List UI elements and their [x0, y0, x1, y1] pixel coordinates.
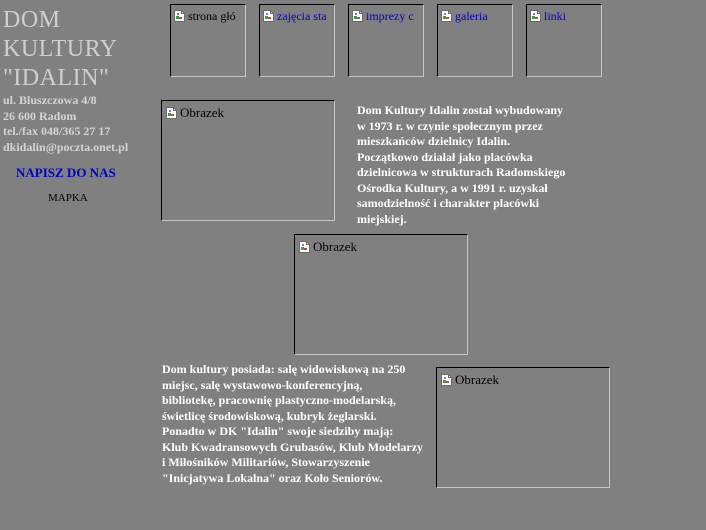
address-street: ul. Bluszczowa 4/8	[3, 93, 97, 107]
image-alt-text: Obrazek	[455, 372, 500, 387]
text-line: "Inicjatywa Lokalna" oraz Koło Seniorów.	[162, 470, 383, 485]
email-address: dkidalin@poczta.onet.pl	[3, 139, 129, 154]
text-line: świetlicę środowiskową, kubryk żeglarski.	[162, 408, 377, 423]
nav-item-classes[interactable]	[259, 4, 335, 77]
nav-label: linki	[544, 9, 567, 23]
map-link[interactable]: MAPKA	[48, 192, 88, 204]
broken-image-icon	[263, 10, 274, 22]
broken-image-icon	[166, 107, 177, 119]
nav-label: strona głó	[188, 9, 236, 23]
nav-item-home[interactable]	[170, 4, 246, 77]
intro-paragraph	[357, 103, 565, 227]
facilities-paragraph	[162, 362, 423, 486]
nav-item-gallery[interactable]	[437, 4, 513, 77]
text-line: Dom Kultury Idalin został wybudowany	[357, 103, 564, 117]
text-line: Klub Kwadransowych Grubasów, Klub Modelarzy	[162, 439, 424, 454]
text-line: miejsc, salę wystawowo-konferencyjną,	[162, 377, 363, 392]
image-placeholder-3	[436, 367, 610, 488]
broken-image-icon	[441, 10, 452, 22]
broken-image-icon	[174, 10, 185, 22]
address-city: 26 600 Radom	[3, 108, 77, 123]
text-line: samodzielność i charakter placówki	[357, 196, 540, 210]
text-line: Początkowo działał jako placówka	[357, 149, 533, 164]
text-line: miejskiej.	[357, 211, 407, 226]
site-title	[3, 6, 118, 93]
nav-item-links[interactable]	[526, 4, 602, 77]
image-alt-text: Obrazek	[313, 239, 358, 254]
nav-item-events[interactable]	[348, 4, 424, 77]
nav-label: imprezy c	[366, 9, 414, 23]
text-line: Ponadto w DK "Idalin" swoje siedziby mają:	[162, 424, 394, 438]
text-line: i Miłośników Militariów, Stowarzyszenie	[162, 455, 370, 469]
broken-image-icon	[352, 10, 363, 22]
broken-image-icon	[299, 241, 310, 253]
broken-image-icon	[530, 10, 541, 22]
broken-image-icon	[441, 374, 452, 386]
contact-info	[3, 93, 128, 155]
text-line: w 1973 r. w czynie społecznym przez	[357, 118, 543, 133]
nav-label: zajęcia sta	[277, 9, 327, 23]
text-line: bibliotekę, pracownię plastyczno-modelarską,	[162, 393, 396, 407]
image-placeholder-2	[294, 234, 468, 355]
text-line: Dom kultury posiada: salę widowiskową na 250	[162, 362, 406, 376]
phone-fax: tel./fax 048/365 27 17	[3, 124, 111, 138]
site-title-line: "IDALIN"	[3, 65, 110, 91]
image-alt-text: Obrazek	[180, 105, 225, 120]
write-to-us-link[interactable]: NAPISZ DO NAS	[16, 165, 116, 180]
site-title-line: DOM	[3, 7, 61, 33]
text-line: Ośrodka Kultury, a w 1991 r. uzyskał	[357, 180, 548, 195]
nav-label: galeria	[455, 9, 488, 23]
text-line: dzielnicowa w strukturach Radomskiego	[357, 165, 566, 179]
site-title-line: KULTURY	[3, 36, 118, 62]
text-line: mieszkańców dzielnicy Idalin.	[357, 134, 511, 148]
image-placeholder-1	[161, 100, 335, 221]
